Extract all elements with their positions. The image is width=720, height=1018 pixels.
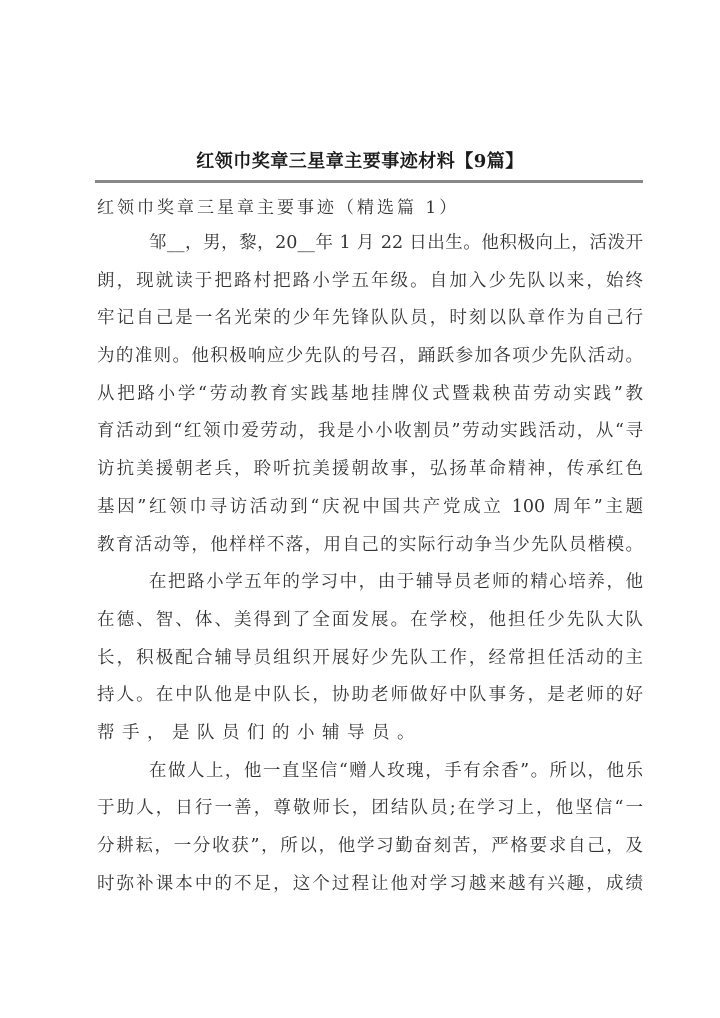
paragraph-line: 访抗美援朝老兵，聆听抗美援朝故事，弘扬革命精神，传承红色 [97,459,643,480]
paragraph-line: 基因”红领巾寻访活动到“庆祝中国共产党成立 100 周年”主题 [97,496,643,517]
paragraph-line: 牢记自己是一名光荣的少年先锋队队员，时刻以队章作为自己行 [97,308,643,329]
paragraph-line: 时弥补课本中的不足，这个过程让他对学习越来越有兴趣，成绩 [97,873,643,894]
paragraph-line: 邹__，男，黎，20__年 1 月 22 日出生。他积极向上，活泼开 [149,233,643,253]
title-divider [95,180,643,183]
document-title: 红领巾奖章三星章主要事迹材料【9篇】 [196,151,524,172]
section-heading: 红领巾奖章三星章主要事迹（精选篇 1） [97,198,460,218]
document-body [97,229,643,907]
paragraph-line: 在做人上，他一直坚信“赠人玫瑰，手有余香”。所以，他乐 [149,760,643,781]
paragraph-line: 为的准则。他积极响应少先队的号召，踊跃参加各项少先队活动。 [97,346,643,367]
paragraph-line: 朗，现就读于把路村把路小学五年级。自加入少先队以来，始终 [97,270,643,291]
paragraph-line: 持人。在中队他是中队长，协助老师做好中队事务，是老师的好 [97,685,643,706]
paragraph-line: 从把路小学“劳动教育实践基地挂牌仪式暨栽秧苗劳动实践”教 [97,383,643,404]
paragraph-line: 分耕耘，一分收获”，所以，他学习勤奋刻苦，严格要求自己，及 [97,836,643,856]
paragraph-line: 育活动到“红领巾爱劳动，我是小小收割员”劳动实践活动，从“寻 [97,421,643,442]
paragraph-line: 长，积极配合辅导员组织开展好少先队工作，经常担任活动的主 [97,647,643,668]
paragraph-line: 在德、智、体、美得到了全面发展。在学校，他担任少先队大队 [97,609,643,630]
paragraph-line: 帮手，是队员们的小辅导员。 [97,722,422,743]
paragraph-line: 于助人，日行一善，尊敬师长，团结队员;在学习上，他坚信“一 [97,798,643,819]
paragraph-line: 教育活动等，他样样不落，用自己的实际行动争当少先队员楷模。 [97,534,643,555]
paragraph-line: 在把路小学五年的学习中，由于辅导员老师的精心培养，他 [149,572,643,593]
